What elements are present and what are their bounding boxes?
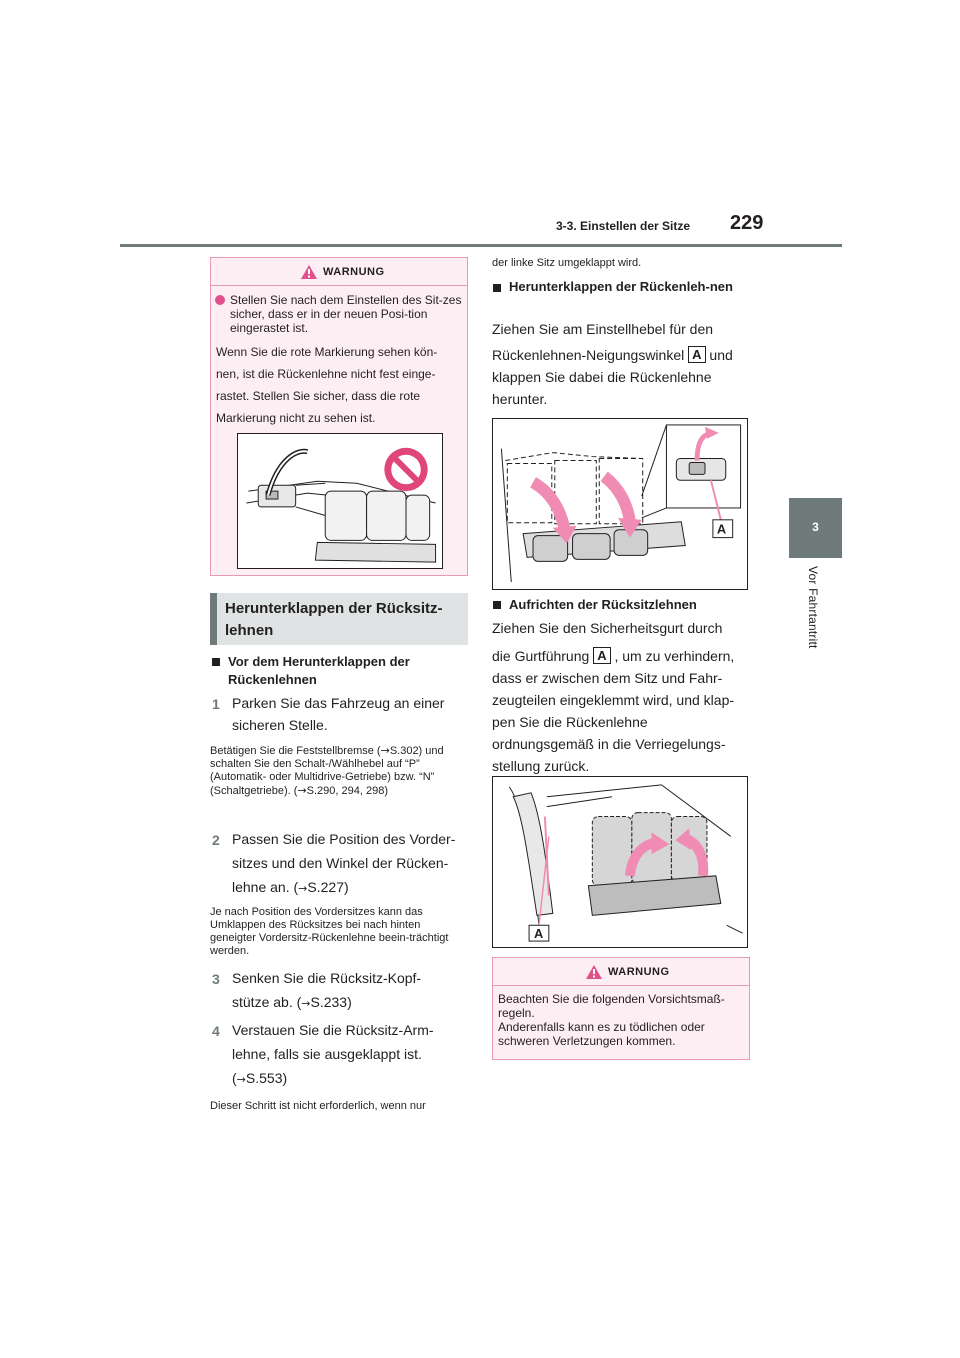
step-text: lehne, falls sie ausgeklappt ist. (232, 1046, 422, 1062)
step-number: 1 (212, 696, 220, 712)
reference-arrow-icon: → (236, 1073, 246, 1086)
reference-arrow-icon: → (301, 997, 311, 1010)
body-text: herunter. (492, 391, 548, 407)
step-text: sicheren Stelle. (232, 717, 328, 733)
section-title: 3-3. Einstellen der Sitze (556, 219, 691, 233)
body-text: zeugteilen eingeklemmt wird, und klap- (492, 692, 735, 708)
warning-line: nen, ist die Rückenlehne nicht fest einge- (216, 367, 436, 381)
warning-triangle-icon (586, 965, 602, 979)
step-note: Je nach Position des Vordersitzes kann das Umklappen des Rücksitzes bei nach hinten geneigter Vordersitz-Rückenlehne beein-trächtigt werden. (210, 906, 449, 957)
reference-arrow-icon: → (298, 882, 308, 895)
step-text: stütze ab. (→S.233) (232, 994, 352, 1010)
warning-line: regeln. (498, 1006, 535, 1020)
body-text: die Gurtführung A , um zu verhindern, (492, 648, 735, 664)
step-note: Dieser Schritt ist nicht erforderlich, wenn nur (210, 1100, 426, 1112)
body-text: Rückenlehnen-Neigungswinkel A und (492, 347, 733, 363)
warning-bullet: Stellen Sie nach dem Einstellen des Sit-zes sicher, dass er in der neuen Posi-tion eingerastet ist. (215, 293, 463, 335)
bullet-icon (215, 295, 225, 305)
warning-title: WARNUNG (323, 266, 385, 278)
warning-box-top (210, 257, 468, 576)
subheading-square-icon (212, 658, 220, 666)
continued-note: der linke Sitz umgeklappt wird. (492, 257, 642, 269)
chapter-label: Vor Fahrtantritt (806, 566, 820, 649)
step-text: Verstauen Sie die Rücksitz-Arm- (232, 1022, 434, 1038)
subheading-square-icon (493, 601, 501, 609)
warning-line: rastet. Stellen Sie sicher, dass die rote (216, 389, 421, 403)
reference-arrow-icon: → (297, 784, 307, 797)
section-heading (210, 593, 468, 645)
body-text: pen Sie die Rückenlehne (492, 714, 648, 730)
warning-header (493, 958, 749, 986)
step-text: Passen Sie die Position des Vorder- (232, 831, 456, 847)
subheading-raise: Aufrichten der Rücksitzlehnen (509, 597, 697, 612)
body-text: dass er zwischen dem Sitz und Fahr- (492, 670, 723, 686)
step-number: 2 (212, 832, 220, 848)
subheading-fold-down: Herunterklappen der Rückenleh-nen (509, 279, 733, 294)
label-a-badge: A (593, 647, 610, 664)
body-text: Ziehen Sie den Sicherheitsgurt durch (492, 620, 723, 636)
step-number: 3 (212, 971, 220, 987)
seat-red-mark-illustration (237, 433, 443, 569)
fold-down-illustration (492, 418, 748, 590)
warning-header (211, 258, 467, 286)
figure-label-a: A (716, 521, 727, 537)
raise-seatback-svg (493, 777, 747, 947)
step-text: sitzes und den Winkel der Rücken- (232, 855, 449, 871)
warning-line: schweren Verletzungen kommen. (498, 1034, 676, 1048)
fold-down-svg (493, 419, 747, 589)
chapter-tab (789, 498, 842, 558)
subheading-before-folding: Vor dem Herunterklappen der Rückenlehnen (228, 654, 410, 687)
step-note: Betätigen Sie die Feststellbremse (→S.302) und schalten Sie den Schalt-/Wählhebel auf “P” (Automatik- oder Multidrive-Getriebe) bzw. “N” (Schaltgetriebe). (→S.290, 294, 298) (210, 744, 444, 797)
seat-illustration-svg (238, 434, 442, 568)
step-text: Senken Sie die Rücksitz-Kopf- (232, 970, 422, 986)
chapter-number: 3 (812, 520, 819, 534)
warning-line: Anderenfalls kann es zu tödlichen oder (498, 1020, 705, 1034)
reference-arrow-icon: → (380, 744, 390, 757)
step-text: lehne an. (→S.227) (232, 879, 349, 895)
warning-triangle-icon (301, 265, 317, 279)
section-heading-text: Herunterklappen der Rücksitz-lehnen (225, 600, 443, 639)
warning-line: Wenn Sie die rote Markierung sehen kön- (216, 345, 438, 359)
step-text: (→S.553) (232, 1070, 288, 1086)
body-text: ordnungsgemäß in die Verriegelungs- (492, 736, 726, 752)
step-text: Parken Sie das Fahrzeug an einer (232, 695, 445, 711)
body-text: klappen Sie dabei die Rückenlehne (492, 369, 712, 385)
body-text: stellung zurück. (492, 758, 590, 774)
header-rule (120, 244, 842, 247)
body-text: Ziehen Sie am Einstellhebel für den (492, 321, 714, 337)
warning-box-bottom (492, 957, 750, 1060)
page-number: 229 (730, 212, 764, 234)
step-number: 4 (212, 1023, 220, 1039)
raise-seatback-illustration (492, 776, 748, 948)
figure-label-a: A (534, 926, 544, 942)
warning-line: Markierung nicht zu sehen ist. (216, 411, 376, 425)
label-a-badge: A (688, 346, 705, 363)
warning-line: Beachten Sie die folgenden Vorsichtsmaß- (498, 992, 725, 1006)
subheading-square-icon (493, 284, 501, 292)
warning-title: WARNUNG (608, 966, 670, 978)
